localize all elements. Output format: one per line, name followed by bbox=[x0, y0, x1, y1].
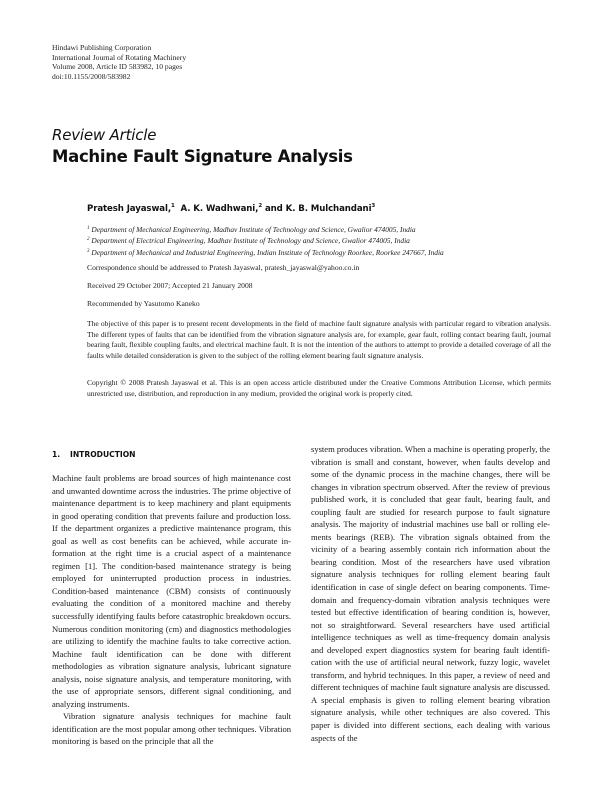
affiliation bbox=[87, 247, 444, 258]
affiliation-marker: 1 bbox=[171, 203, 175, 209]
affiliation bbox=[87, 224, 444, 235]
article-type: Review Article bbox=[52, 126, 157, 144]
author-name: A. K. Wadhwani, bbox=[180, 204, 259, 214]
affiliation-marker: 3 bbox=[371, 203, 376, 209]
affiliation-text: Department of Electrical Engineering, Madhav Institute of Technology and Science, Gwalior 474005, India bbox=[91, 236, 410, 246]
section-title: INTRODUCTION bbox=[70, 450, 136, 459]
abstract: The objective of this paper is to present recent developments in the field of machine fault signature analysis with particular regard to vibration analysis. The different types of faults that can be identified from the vibration signature analysis are, for example, gear fault, rolling contact bearing fault, journal bearing fault, flexible coupling faults, and electrical machine fault. It is not the intention of the authors to attempt to provide a detailed coverage of all the faults while detailed consideration is given to the subject of the rolling element bearing fault signature analysis. bbox=[87, 319, 551, 360]
affiliation-number: 1 bbox=[87, 226, 90, 231]
section-number: 1. bbox=[52, 450, 61, 459]
affiliation-text: Department of Mechanical Engineering, Madhav Institute of Technology and Science, Gwalior 474005, India bbox=[91, 225, 416, 234]
affiliation-number: 3 bbox=[87, 248, 90, 254]
copyright-notice: Copyright © 2008 Pratesh Jayaswal et al. This is an open access article distributed under the Creative Commons Attribution License, which permits unrestricted use, distribution, and reproduction in any medium, provided the original work is properly cited. bbox=[87, 378, 551, 398]
journal-header bbox=[52, 43, 186, 81]
author-name: Pratesh Jayaswal, bbox=[87, 204, 171, 214]
affiliation-marker: 2 bbox=[258, 203, 263, 209]
correspondence: Correspondence should be addressed to Pratesh Jayaswal, pratesh_jayaswal@yahoo.co.in bbox=[87, 263, 360, 272]
affiliation bbox=[87, 235, 444, 246]
author-list bbox=[87, 203, 375, 214]
paragraph: Vibration signature analysis techniques for machine fault identification are the most popular among other techniques. Vibration monitoring is based on the principle that all the bbox=[52, 711, 291, 747]
doi: doi:10.1155/2008/583982 bbox=[52, 71, 131, 81]
affiliation-number: 2 bbox=[87, 237, 90, 243]
received-dates: Received 29 October 2007; Accepted 21 January 2008 bbox=[87, 281, 253, 290]
section-heading bbox=[52, 450, 136, 459]
publisher: Hindawi Publishing Corporation bbox=[52, 43, 152, 52]
journal-name: International Journal of Rotating Machinery bbox=[52, 52, 187, 62]
article-title: Machine Fault Signature Analysis bbox=[52, 147, 353, 166]
affiliations bbox=[87, 224, 444, 258]
paragraph: Machine fault problems are broad sources of high maintenance cost and unwanted downtime across the industries. The prime objective of maintenance department is to keep machinery and plant equipments in good operating condition that prevents failure and production loss. If the department organizes a predictive maintenance program, this goal as well as cost benefits can be achieved, while accurate information at the right time is a crucial aspect of a maintenance regimen [1]. The condition-based maintenance strategy is being employed for uninterrupted production process in industries. Condition-based maintenance (CBM) consists of continuously evaluating the condition of a monitored machine and thereby successfully identifying faults before catastrophic breakdown occurs. Numerous condition monitoring (cm) and diagnostics methodologies are utilizing to identify the machine faults to take corrective action. Machine fault identification can be done with different methodologies as vibration signature analysis, lubricant signature analysis, noise signature analysis, and temperature monitoring, with the use of appropriate sensors, different signal conditioning, and analyzing instruments. bbox=[52, 473, 291, 709]
body-column-right bbox=[311, 443, 550, 744]
recommended-by: Recommended by Yasutomo Kaneko bbox=[87, 299, 200, 308]
affiliation-text: Department of Mechanical and Industrial Engineering, Indian Institute of Technology Roorkee, Roorkee 247667, India bbox=[91, 247, 444, 257]
paragraph: system produces vibration. When a machine is operating properly, the vibration is small and constant, however, when faults develop and some of the dynamic process in the machine changes, there will be changes in vibration spectrum observed. After the review of previous published work, it is concluded that gear fault, bearing fault, and coupling fault are studied for research purpose to fault signature analysis. The majority of industrial machines use ball or rolling elements bearings (REB). The vibration signals obtained from the vicinity of a bearing assembly contain rich information about the bearing condition. Most of the researchers have used vibration signature analysis techniques for rolling element bearing fault identification in case of single defect on bearing components. Time-domain and frequency-domain vibration analysis techniques were tested but effective identification of bearing condition is, however, not so straightforward. Several researchers have used artificial intelligence techniques as well as time-frequency domain analysis and developed expert diagnostics system for bearing fault identification with the use of artificial neural network, fuzzy logic, wavelet transform, and hybrid techniques. In this paper, a review of need and different techniques of machine fault signature analysis are discussed. A special emphasis is given to rolling element bearing vibration signature analysis, while other techniques are also covered. This paper is divided into different sections, each dealing with various aspects of the bbox=[311, 444, 550, 743]
body-column-left bbox=[52, 472, 291, 748]
volume-info: Volume 2008, Article ID 583982, 10 pages bbox=[52, 62, 183, 72]
author-name: and K. B. Mulchandani bbox=[264, 204, 372, 214]
